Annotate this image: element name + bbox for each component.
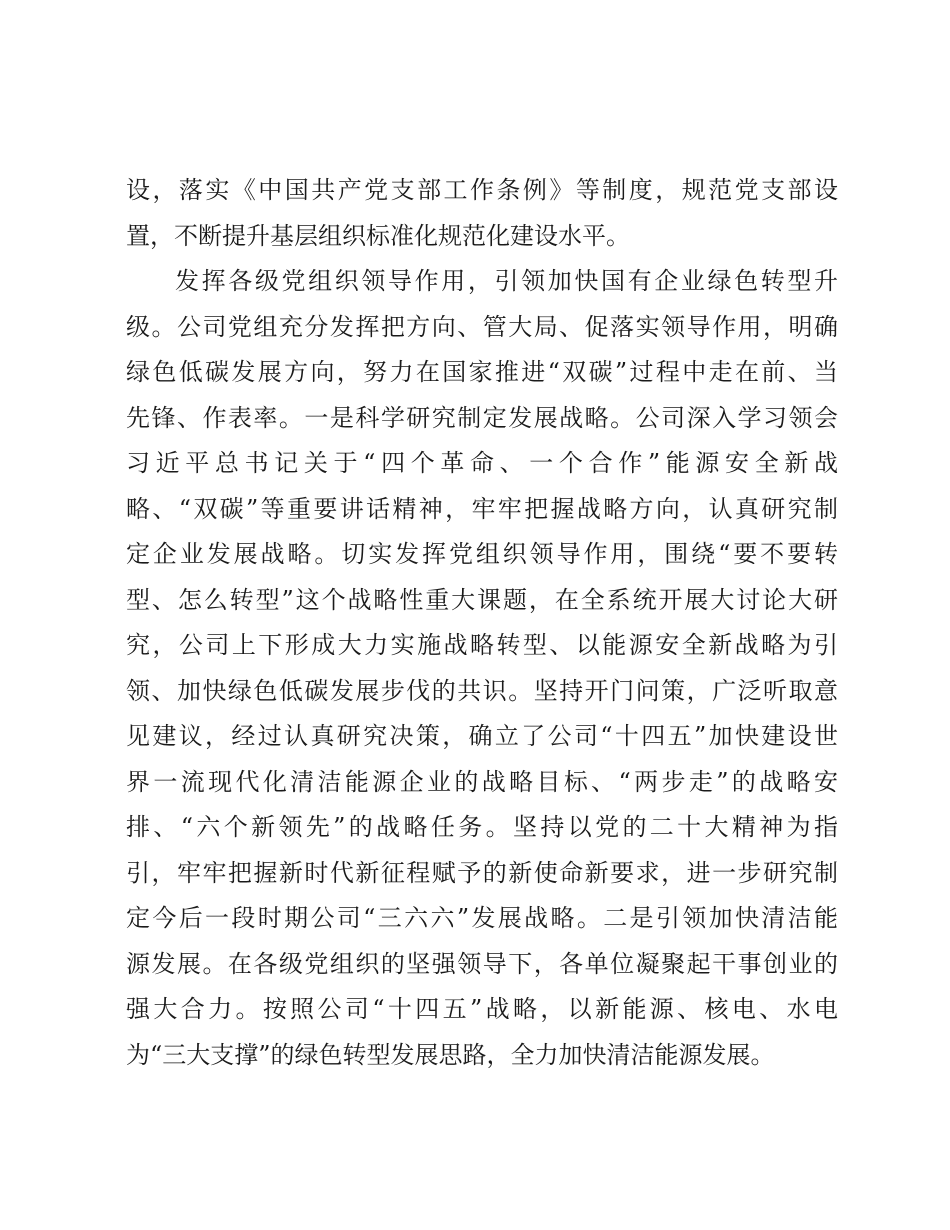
text-line: 界一流现代化清洁能源企业的战略目标、“两步走”的战略安 [126, 767, 838, 796]
text-line: 引，牢牢把握新时代新征程赋予的新使命新要求，进一步研究制 [126, 858, 838, 887]
text-line: 源发展。在各级党组织的坚强领导下，各单位凝聚起干事创业的 [126, 949, 838, 978]
body-text [126, 168, 838, 1078]
text-line: 习近平总书记关于“四个革命、一个合作”能源安全新战 [126, 449, 838, 477]
text-line: 设，落实《中国共产党支部工作条例》等制度，规范党支部设 [126, 176, 838, 204]
text-line: 置，不断提升基层组织标准化规范化建设水平。 [126, 221, 630, 250]
text-line: 领、加快绿色低碳发展步伐的共识。坚持开门问策，广泛听取意 [126, 676, 838, 705]
text-line: 强大合力。按照公司“十四五”战略，以新能源、核电、水电 [126, 995, 838, 1023]
text-line: 发挥各级党组织领导作用，引领加快国有企业绿色转型升 [175, 267, 838, 295]
text-line: 略、“双碳”等重要讲话精神，牢牢把握战略方向，认真研究制 [126, 494, 838, 523]
text-line: 定企业发展战略。切实发挥党组织领导作用，围绕“要不要转 [126, 540, 838, 568]
text-line: 先锋、作表率。一是科学研究制定发展战略。公司深入学习领会 [126, 403, 838, 432]
text-line: 排、“六个新领先”的战略任务。坚持以党的二十大精神为指 [126, 813, 838, 841]
text-line: 型、怎么转型”这个战略性重大课题，在全系统开展大讨论大研 [126, 585, 838, 614]
text-line: 究，公司上下形成大力实施战略转型、以能源安全新战略为引 [126, 631, 838, 659]
text-line: 绿色低碳发展方向，努力在国家推进“双碳”过程中走在前、当 [126, 358, 838, 386]
text-line: 级。公司党组充分发挥把方向、管大局、促落实领导作用，明确 [126, 312, 838, 341]
text-line: 为“三大支撑”的绿色转型发展思路，全力加快清洁能源发展。 [126, 1040, 775, 1069]
text-line: 定今后一段时期公司“三六六”发展战略。二是引领加快清洁能 [126, 904, 838, 932]
text-line: 见建议，经过认真研究决策，确立了公司“十四五”加快建设世 [126, 722, 838, 750]
